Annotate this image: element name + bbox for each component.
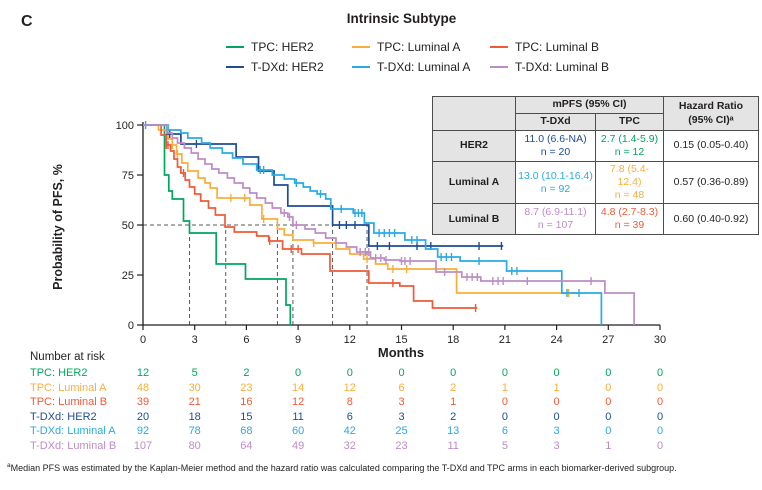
risk-count: 6 (346, 410, 353, 423)
risk-count: 78 (188, 425, 201, 438)
inset-tdxd-value (516, 204, 596, 235)
risk-count: 0 (553, 410, 560, 423)
axis-text: Probability of PFS, % (51, 164, 65, 290)
risk-row-t-dxd-luminal-a (0, 424, 762, 438)
risk-count: 32 (343, 440, 356, 452)
legend-label: TPC: Luminal B (515, 40, 600, 54)
risk-count: 16 (240, 396, 253, 409)
risk-count: 1 (501, 381, 508, 394)
mpfs-value: 7.8 (5.4-12.4) (609, 163, 650, 189)
risk-count: 68 (240, 425, 253, 438)
risk-count: 12 (343, 381, 356, 394)
risk-row-tpc-luminal-a (0, 381, 762, 395)
inset-header-tpc: TPC (596, 114, 664, 131)
risk-count: 0 (656, 410, 664, 423)
risk-row-tpc-luminal-b (0, 395, 762, 409)
risk-count: 0 (605, 425, 612, 438)
axis-text: Months (377, 345, 425, 360)
risk-count: 14 (291, 381, 305, 394)
risk-count: 0 (501, 410, 508, 423)
risk-count: 0 (346, 367, 353, 379)
risk-count: 60 (291, 425, 305, 438)
risk-count: 2 (450, 381, 457, 394)
risk-count: 0 (656, 440, 664, 452)
risk-count: 3 (398, 396, 405, 409)
inset-hazard-ratio-value: 0.57 (0.36-0.89) (664, 162, 759, 204)
inset-tdxd-value (516, 162, 596, 204)
axis-text: 27 (602, 334, 615, 346)
risk-count: 20 (136, 410, 150, 423)
inset-subtype-label: Luminal A (433, 162, 516, 204)
risk-count: 92 (136, 425, 150, 438)
n-value: n = 20 (540, 146, 571, 158)
figure-title: Intrinsic Subtype (346, 11, 457, 26)
risk-count: 13 (447, 425, 460, 438)
inset-stats-table (432, 96, 759, 235)
legend-label: TPC: Luminal A (377, 40, 461, 54)
risk-count: 0 (605, 396, 612, 409)
risk-count: 2 (450, 410, 457, 423)
risk-count: 0 (501, 396, 508, 409)
axis-text: 3 (191, 334, 198, 346)
risk-count: 23 (395, 440, 408, 452)
risk-count: 11 (447, 440, 459, 452)
risk-count: 18 (188, 410, 201, 423)
risk-count: 1 (605, 440, 612, 452)
inset-tpc-value (596, 204, 664, 235)
inset-header-mpfs: mPFS (95% CI) (516, 97, 664, 114)
inset-header-hazard-ratio: Hazard Ratio (95% CI)ᵃ (664, 97, 759, 131)
risk-count: 0 (398, 367, 405, 379)
inset-subtype-label: HER2 (433, 131, 516, 162)
risk-row-label: TPC: Luminal B (30, 396, 108, 409)
risk-count: 6 (501, 425, 508, 438)
n-value: n = 12 (614, 146, 645, 158)
axis-text: 12 (343, 334, 356, 346)
risk-count: 15 (240, 410, 253, 423)
risk-count: 12 (291, 396, 305, 409)
inset-row-her2 (433, 131, 759, 162)
axis-text: 6 (243, 334, 250, 346)
risk-count: 3 (553, 440, 560, 452)
risk-count: 25 (395, 425, 408, 438)
risk-count: 0 (656, 396, 664, 409)
risk-count: 11 (292, 410, 304, 423)
risk-count: 21 (188, 396, 201, 409)
risk-table-title: Number at risk (30, 351, 105, 363)
risk-row-label: T-DXd: Luminal B (30, 440, 117, 452)
risk-count: 6 (398, 381, 405, 394)
risk-count: 1 (450, 396, 457, 409)
risk-count: 3 (553, 425, 560, 438)
n-value: n = 107 (537, 219, 574, 232)
risk-count: 0 (553, 367, 560, 379)
risk-count: 0 (605, 410, 612, 423)
footnote-marker: a (7, 462, 11, 469)
mpfs-value: 4.8 (2.7-8.3) (600, 206, 659, 219)
risk-count: 30 (188, 381, 201, 394)
risk-row-label: T-DXd: Luminal A (30, 425, 116, 438)
axis-text: 24 (550, 334, 563, 346)
axis-text: 9 (295, 334, 302, 346)
inset-table-head (433, 97, 759, 131)
risk-count: 80 (188, 440, 201, 452)
risk-count: 12 (136, 367, 150, 379)
risk-count: 2 (243, 367, 250, 379)
inset-hazard-ratio-value: 0.60 (0.40-0.92) (664, 204, 759, 235)
inset-table-body (433, 131, 759, 235)
mpfs-value: 2.7 (1.4-5.9) (600, 132, 659, 145)
footnote-text: Median PFS was estimated by the Kaplan-Meier method and the hazard ratio was calculated comparing the T-DXd and TPC arms in each biomarker-derived subgroup. (10, 463, 677, 473)
n-value: n = 39 (614, 219, 645, 232)
inset-tdxd-value (516, 131, 596, 162)
risk-count: 39 (136, 396, 150, 409)
axis-text: 75 (121, 170, 134, 182)
axis-text: 50 (121, 220, 134, 232)
risk-count: 0 (605, 367, 612, 379)
axis-text: 0 (127, 320, 134, 332)
risk-count: 3 (398, 410, 405, 423)
risk-count: 0 (501, 367, 508, 379)
risk-count: 5 (191, 367, 198, 379)
mpfs-value: 8.7 (6.9-11.1) (524, 206, 587, 219)
risk-count: 5 (501, 440, 508, 452)
inset-row-luminal-a (433, 162, 759, 204)
risk-count: 23 (240, 381, 253, 394)
risk-count: 0 (656, 367, 664, 379)
n-value: n = 48 (614, 189, 645, 202)
mpfs-value: 13.0 (10.1-16.4) (518, 169, 593, 182)
inset-hazard-ratio-value: 0.15 (0.05-0.40) (664, 131, 759, 162)
risk-count: 64 (240, 440, 253, 452)
inset-tpc-value (596, 131, 664, 162)
risk-count: 0 (656, 381, 664, 394)
inset-row-luminal-b (433, 204, 759, 235)
panel-label: C (21, 13, 33, 30)
risk-row-t-dxd-her2 (0, 410, 762, 424)
risk-count: 8 (346, 396, 353, 409)
axis-text: 30 (653, 334, 667, 346)
footnote (7, 462, 677, 473)
risk-count: 0 (553, 396, 560, 409)
risk-row-tpc-her2 (0, 366, 762, 380)
risk-row-label: T-DXd: HER2 (30, 410, 97, 423)
legend-label: T-DXd: Luminal B (515, 60, 610, 74)
risk-count: 107 (133, 440, 153, 452)
risk-count: 0 (450, 367, 457, 379)
inset-subtype-label: Luminal B (433, 204, 516, 235)
axis-text: 18 (447, 334, 460, 346)
inset-corner-cell (433, 97, 516, 131)
risk-row-label: TPC: Luminal A (30, 381, 107, 394)
legend-label: T-DXd: HER2 (251, 60, 324, 74)
axis-text: 0 (139, 334, 147, 346)
risk-count: 0 (605, 381, 612, 394)
mpfs-value: 11.0 (6.6-NA) (524, 132, 587, 145)
risk-count: 1 (553, 381, 560, 394)
axis-text: 100 (115, 120, 134, 132)
risk-count: 49 (291, 440, 305, 452)
risk-count: 42 (343, 425, 356, 438)
legend-label: TPC: HER2 (251, 40, 314, 54)
axis-text: 15 (395, 334, 408, 346)
risk-row-t-dxd-luminal-b (0, 439, 762, 453)
axis-text: 25 (121, 270, 134, 282)
risk-count: 0 (656, 425, 664, 438)
inset-tpc-value (596, 162, 664, 204)
risk-count: 0 (295, 367, 302, 379)
legend-label: T-DXd: Luminal A (377, 60, 471, 74)
n-value: n = 92 (540, 182, 571, 195)
risk-count: 48 (136, 381, 150, 394)
axis-text: 21 (498, 334, 512, 346)
risk-row-label: TPC: HER2 (30, 367, 88, 379)
inset-header-tdxd: T-DXd (516, 114, 596, 131)
